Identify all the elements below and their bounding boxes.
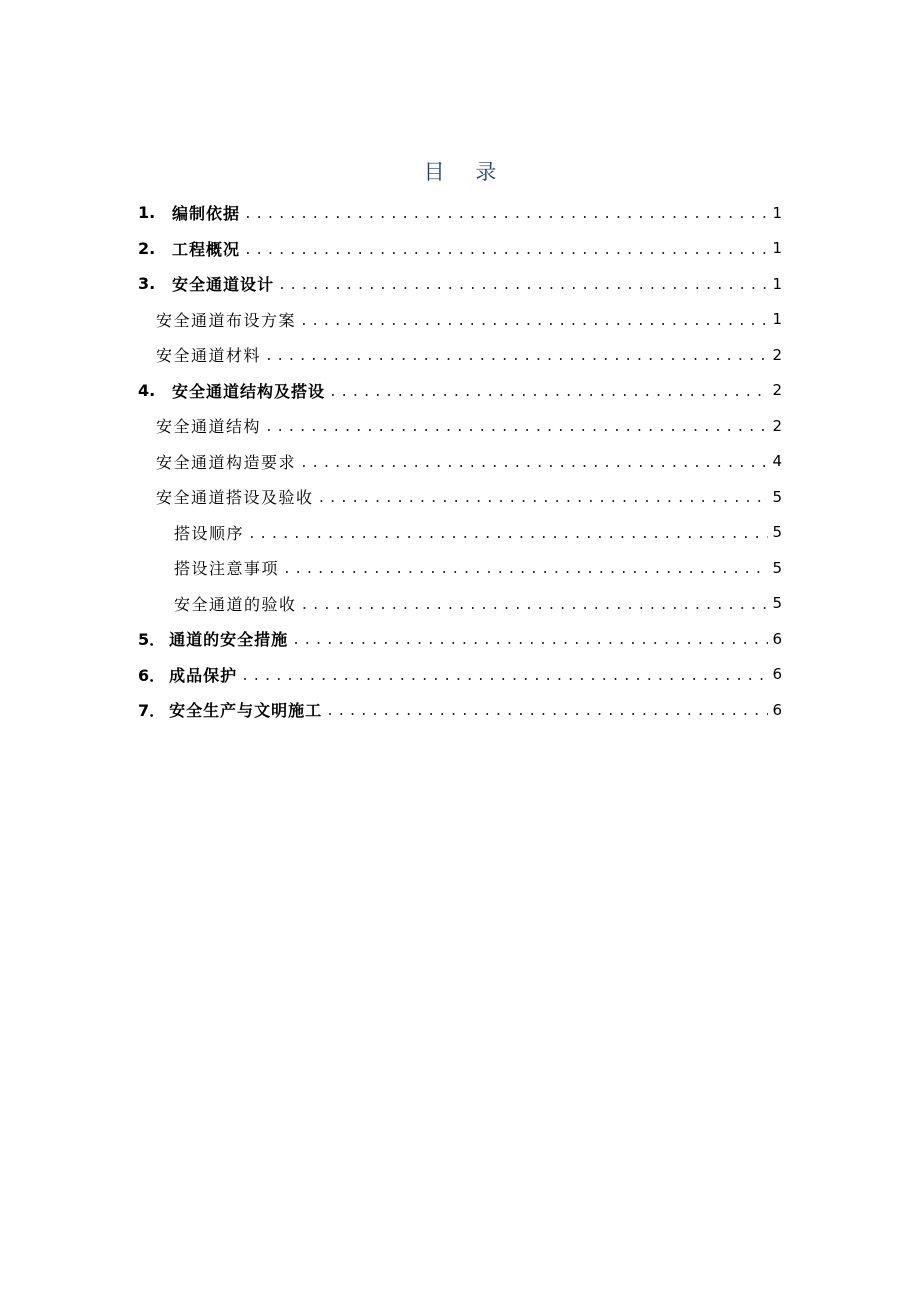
dot-leader <box>318 491 769 506</box>
toc-entry-text: 通道的安全措施 <box>169 630 289 650</box>
toc-entry-text: 安全通道布设方案 <box>156 310 297 330</box>
toc-entry-page: 5 <box>772 523 782 542</box>
toc-title: 目 录 <box>423 160 509 184</box>
toc-entry-page: 6 <box>772 700 782 719</box>
toc-entry-number: 2. <box>138 238 156 258</box>
toc-entry-number: 4. <box>138 380 156 400</box>
dot-leader <box>329 385 768 400</box>
toc-entry-page: 1 <box>772 310 782 329</box>
toc-entry-safe-production[interactable] <box>138 692 782 728</box>
toc-entry-page: 2 <box>772 345 782 364</box>
toc-entry-page: 1 <box>772 203 782 222</box>
toc-entry-page: 2 <box>772 416 782 435</box>
dot-leader <box>265 420 768 435</box>
toc-entry-text: 成品保护 <box>169 665 238 685</box>
toc-entry-erection-and-acceptance[interactable] <box>138 479 782 515</box>
toc-entry-layout-plan[interactable] <box>138 302 782 338</box>
dot-leader <box>301 598 769 613</box>
dot-leader <box>248 527 768 542</box>
toc-entry-page: 5 <box>772 558 782 577</box>
toc-entry-project-overview[interactable] <box>138 231 782 267</box>
toc-entry-page: 5 <box>772 487 782 506</box>
toc-entry-page: 1 <box>772 239 782 258</box>
toc-entry-acceptance[interactable] <box>138 586 782 622</box>
toc-entry-passage-design[interactable] <box>138 266 782 302</box>
dot-leader <box>300 456 768 471</box>
toc-entry-text: 安全生产与文明施工 <box>169 701 323 721</box>
toc-entry-structure[interactable] <box>138 408 782 444</box>
toc-entry-erection-precautions[interactable] <box>138 550 782 586</box>
dot-leader <box>326 704 768 719</box>
toc-entry-compilation-basis[interactable] <box>138 195 782 231</box>
toc-entry-text: 安全通道材料 <box>156 346 262 366</box>
toc-entry-text: 安全通道搭设及验收 <box>156 488 314 508</box>
dot-leader <box>241 669 768 684</box>
dot-leader <box>292 633 768 648</box>
toc-entry-page: 1 <box>772 274 782 293</box>
toc-entry-text: 安全通道结构 <box>156 417 262 437</box>
dot-leader <box>283 562 768 577</box>
toc-entry-text: 搭设注意事项 <box>174 559 280 579</box>
toc-entry-erection-sequence[interactable] <box>138 515 782 551</box>
dot-leader <box>300 314 768 329</box>
dot-leader <box>244 207 768 222</box>
table-of-contents <box>138 195 782 728</box>
toc-entry-page: 5 <box>772 594 782 613</box>
dot-leader <box>244 243 768 258</box>
toc-entry-text: 安全通道结构及搭设 <box>172 381 326 401</box>
toc-entry-number: 5． <box>138 630 166 650</box>
toc-entry-safety-measures[interactable] <box>138 621 782 657</box>
dot-leader <box>278 278 768 293</box>
toc-entry-page: 2 <box>772 381 782 400</box>
toc-entry-page: 4 <box>772 452 782 471</box>
toc-entry-number: 3. <box>138 274 156 294</box>
dot-leader <box>265 349 768 364</box>
toc-entry-product-protection[interactable] <box>138 657 782 693</box>
toc-entry-text: 安全通道的验收 <box>174 594 297 614</box>
toc-entry-page: 6 <box>772 629 782 648</box>
toc-entry-number: 1. <box>138 203 156 223</box>
toc-entry-page: 6 <box>772 665 782 684</box>
toc-entry-number: 6． <box>138 665 166 685</box>
toc-entry-number: 7． <box>138 701 166 721</box>
toc-entry-structure-and-erection[interactable] <box>138 373 782 409</box>
toc-entry-text: 编制依据 <box>172 204 241 224</box>
toc-entry-text: 工程概况 <box>172 239 241 259</box>
toc-entry-construction-requirements[interactable] <box>138 444 782 480</box>
toc-entry-text: 安全通道设计 <box>172 275 275 295</box>
toc-entry-text: 搭设顺序 <box>174 523 245 543</box>
toc-entry-text: 安全通道构造要求 <box>156 452 297 472</box>
toc-entry-materials[interactable] <box>138 337 782 373</box>
